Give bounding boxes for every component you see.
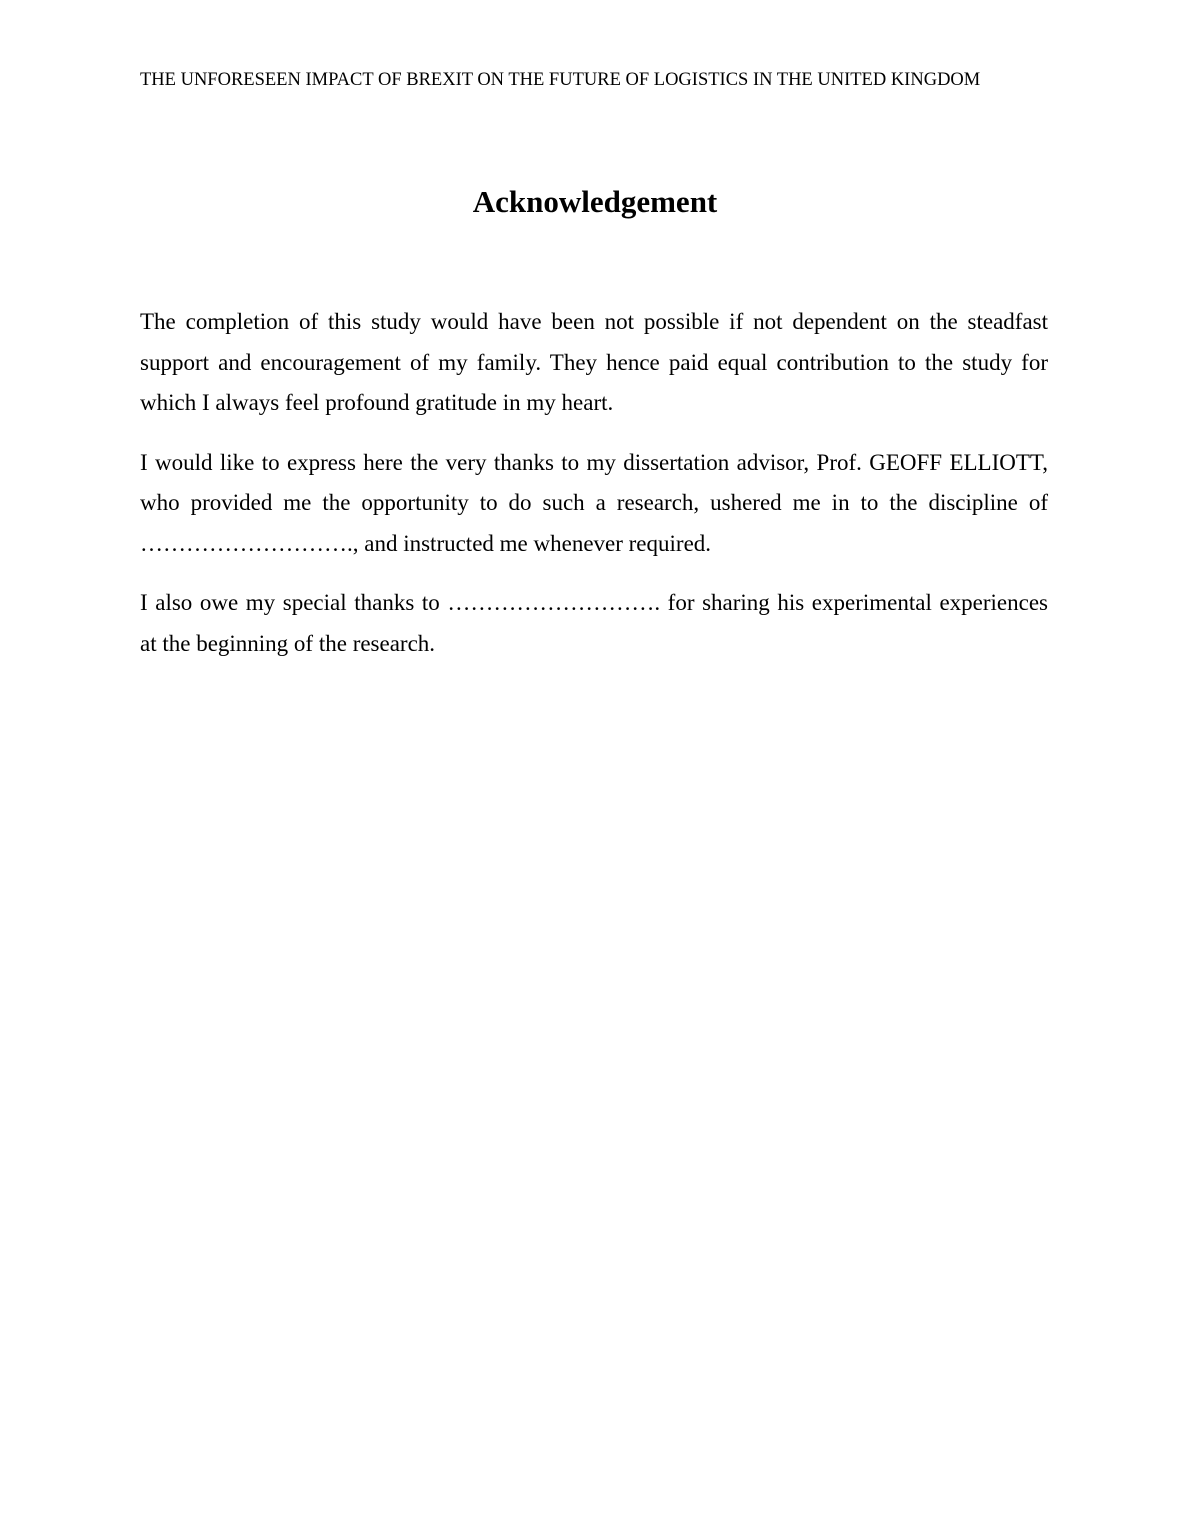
page-title: Acknowledgement [472,184,718,219]
paragraph-family: The completion of this study would have been not possible if not dependent on the steadfast support and encouragement of my family. They hence paid equal contribution to the study for which I always feel profound gratitude in my heart. [140,309,1048,415]
acknowledgement-body [140,302,1048,683]
paragraph-advisor: I would like to express here the very thanks to my dissertation advisor, Prof. GEOFF ELLIOTT, who provided me the opportunity to do such a research, ushered me in to the discipline of ………………………., and instructed me whenever required. [140,449,1048,556]
running-header: THE UNFORESEEN IMPACT OF BREXIT ON THE FUTURE OF LOGISTICS IN THE UNITED KINGDOM [140,70,981,90]
paragraph-special-thanks: I also owe my special thanks to ………………………. for sharing his experimental experiences at the beginning of the research. [140,590,1048,656]
